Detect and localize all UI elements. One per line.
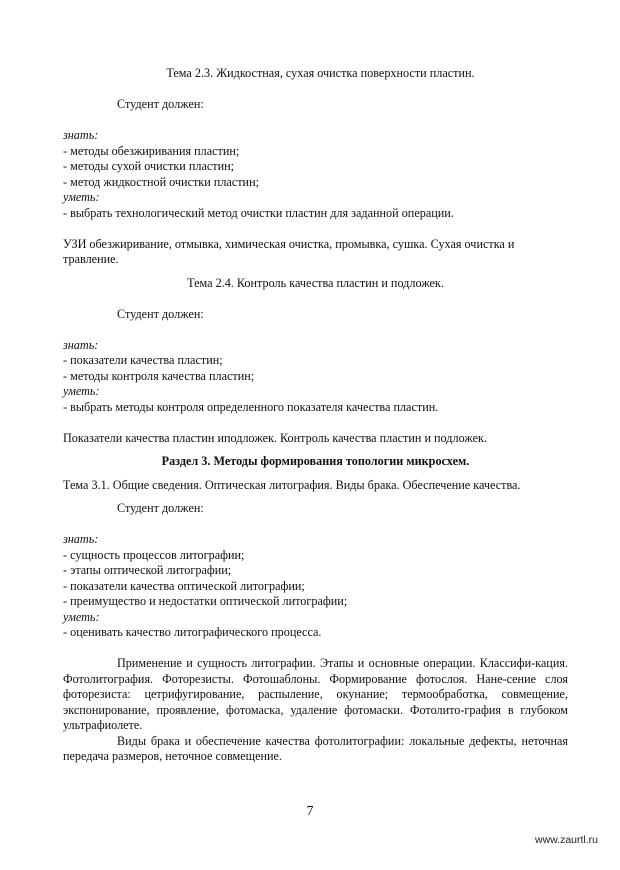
topic-3-1-know-label: знать: — [63, 532, 99, 546]
list-item: - метод жидкостной очистки пластин; — [63, 174, 259, 189]
topic-2-4-student-heading: Студент должен: — [117, 306, 204, 321]
document-page — [63, 66, 568, 765]
topic-3-1-paragraph: Виды брака и обеспечение качества фотолитографии: локальные дефекты, неточная передача размеров, неточное совмещение. — [63, 733, 568, 763]
topic-3-1-title: Тема 3.1. Общие сведения. Оптическая литография. Виды брака. Обеспечение качества. — [63, 477, 521, 492]
list-item: - оценивать качество литографического процесса. — [63, 625, 322, 639]
topic-2-4-know-label: знать: — [63, 337, 99, 352]
section-3-title: Раздел 3. Методы формирования топологии микросхем. — [161, 454, 470, 468]
list-item: - сущность процессов литографии; — [63, 547, 245, 562]
topic-3-1-student-heading: Студент должен: — [117, 501, 204, 515]
topic-2-3-can-label: уметь: — [63, 190, 100, 204]
list-item: - преимущество и недостатки оптической литографии; — [63, 594, 348, 608]
list-item: - показатели качества оптической литографии; — [63, 578, 305, 593]
list-item: - выбрать технологический метод очистки пластин для заданной операции. — [63, 205, 454, 220]
list-item: - методы обезжиривания пластин; — [63, 143, 240, 158]
list-item: - этапы оптической литографии; — [63, 563, 232, 577]
topic-3-1-can-label: уметь: — [63, 609, 100, 624]
topic-2-3-title: Тема 2.3. Жидкостная, сухая очистка поверхности пластин. — [166, 66, 475, 80]
list-item: - методы контроля качества пластин; — [63, 368, 255, 383]
topic-2-3-student-heading: Студент должен: — [117, 97, 204, 111]
list-item: - методы сухой очистки пластин; — [63, 159, 235, 173]
list-item: - выбрать методы контроля определенного показателя качества пластин. — [63, 399, 439, 414]
site-watermark[interactable]: www.zaurtl.ru — [534, 834, 598, 846]
page-number: 7 — [306, 804, 314, 819]
topic-2-3-know-label: знать: — [63, 128, 99, 142]
topic-2-4-content: Показатели качества пластин иподложек. Контроль качества пластин и подложек. — [63, 430, 487, 445]
topic-2-4-title: Тема 2.4. Контроль качества пластин и подложек. — [187, 275, 444, 290]
topic-2-3-content: УЗИ обезжиривание, отмывка, химическая очистка, промывка, сушка. Сухая очистка и травление. — [63, 236, 515, 266]
list-item: - показатели качества пластин; — [63, 353, 223, 367]
topic-2-4-can-label: уметь: — [63, 384, 100, 398]
topic-3-1-paragraph: Применение и сущность литографии. Этапы и основные операции. Классифи-кация. Фотолитография. Фоторезисты. Фотошаблоны. Формирование фотослоя. Нане-сение слоя фоторезиста: цетрифугирование, распыление, окунание; термообработка, совмещение, экспонирование, проявление, фотомаска, удаление фотомаски. Фотолито-графия в глубоком ультрафиолете. — [63, 656, 568, 732]
